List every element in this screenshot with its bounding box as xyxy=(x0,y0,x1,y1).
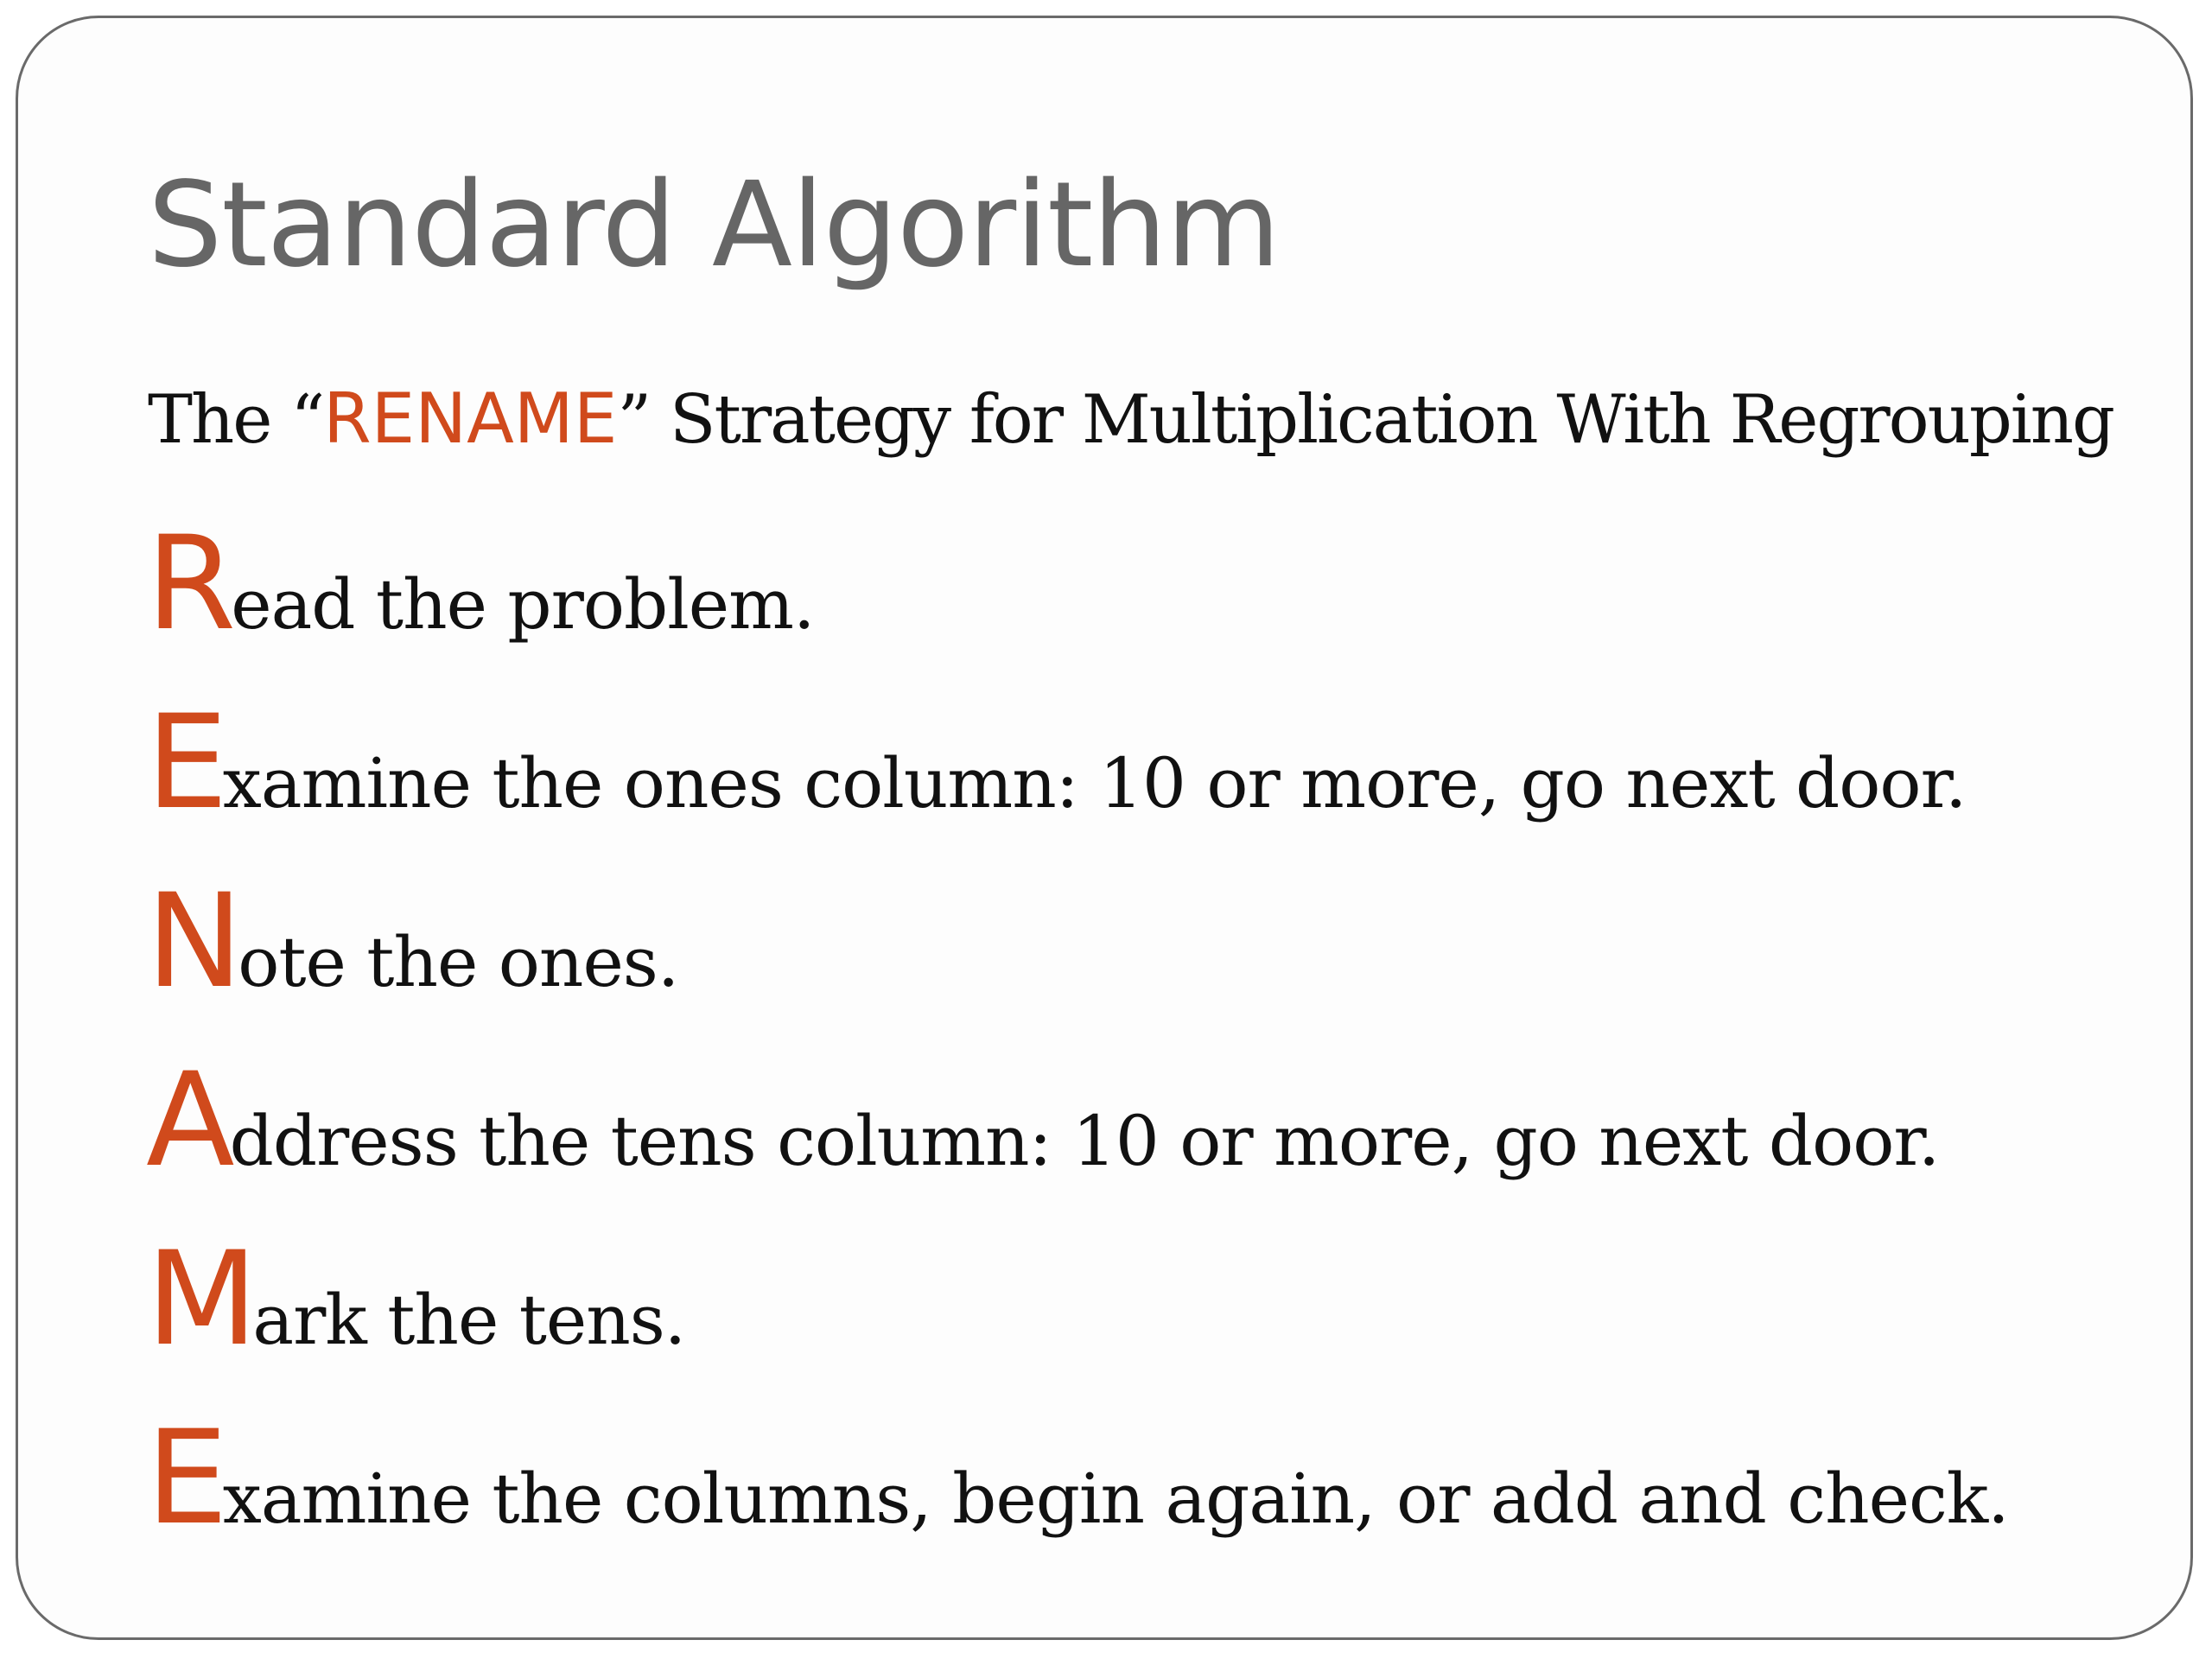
slide xyxy=(16,16,2193,1640)
subtitle-accent-word: RENAME xyxy=(323,378,618,459)
step-initial-letter: A xyxy=(146,1046,230,1196)
step-initial-letter: R xyxy=(146,509,232,659)
slide-subtitle xyxy=(148,378,2113,459)
step-text: ark the tens. xyxy=(252,1280,686,1360)
rename-steps-list xyxy=(146,509,2009,1592)
step-read xyxy=(146,509,2009,698)
subtitle-suffix: ” Strategy for Multiplication With Regrouping xyxy=(617,381,2113,459)
slide-title: Standard Algorithm xyxy=(148,157,1280,294)
step-text: xamine the ones column: 10 or more, go next door. xyxy=(222,743,1967,823)
step-mark xyxy=(146,1224,2009,1414)
step-examine-ones xyxy=(146,688,2009,877)
step-examine-columns xyxy=(146,1403,2009,1592)
step-initial-letter: E xyxy=(146,1403,223,1554)
subtitle-prefix: The “ xyxy=(148,381,324,459)
step-text: ead the problem. xyxy=(231,564,815,645)
step-note xyxy=(146,867,2009,1056)
step-text: ote the ones. xyxy=(238,922,679,1002)
step-text: xamine the columns, begin again, or add and check. xyxy=(222,1459,2009,1539)
step-text: ddress the tens column: 10 or more, go next door. xyxy=(229,1101,1940,1181)
step-initial-letter: N xyxy=(146,867,238,1017)
step-initial-letter: E xyxy=(146,688,223,838)
step-address xyxy=(146,1046,2009,1235)
step-initial-letter: M xyxy=(146,1224,253,1375)
